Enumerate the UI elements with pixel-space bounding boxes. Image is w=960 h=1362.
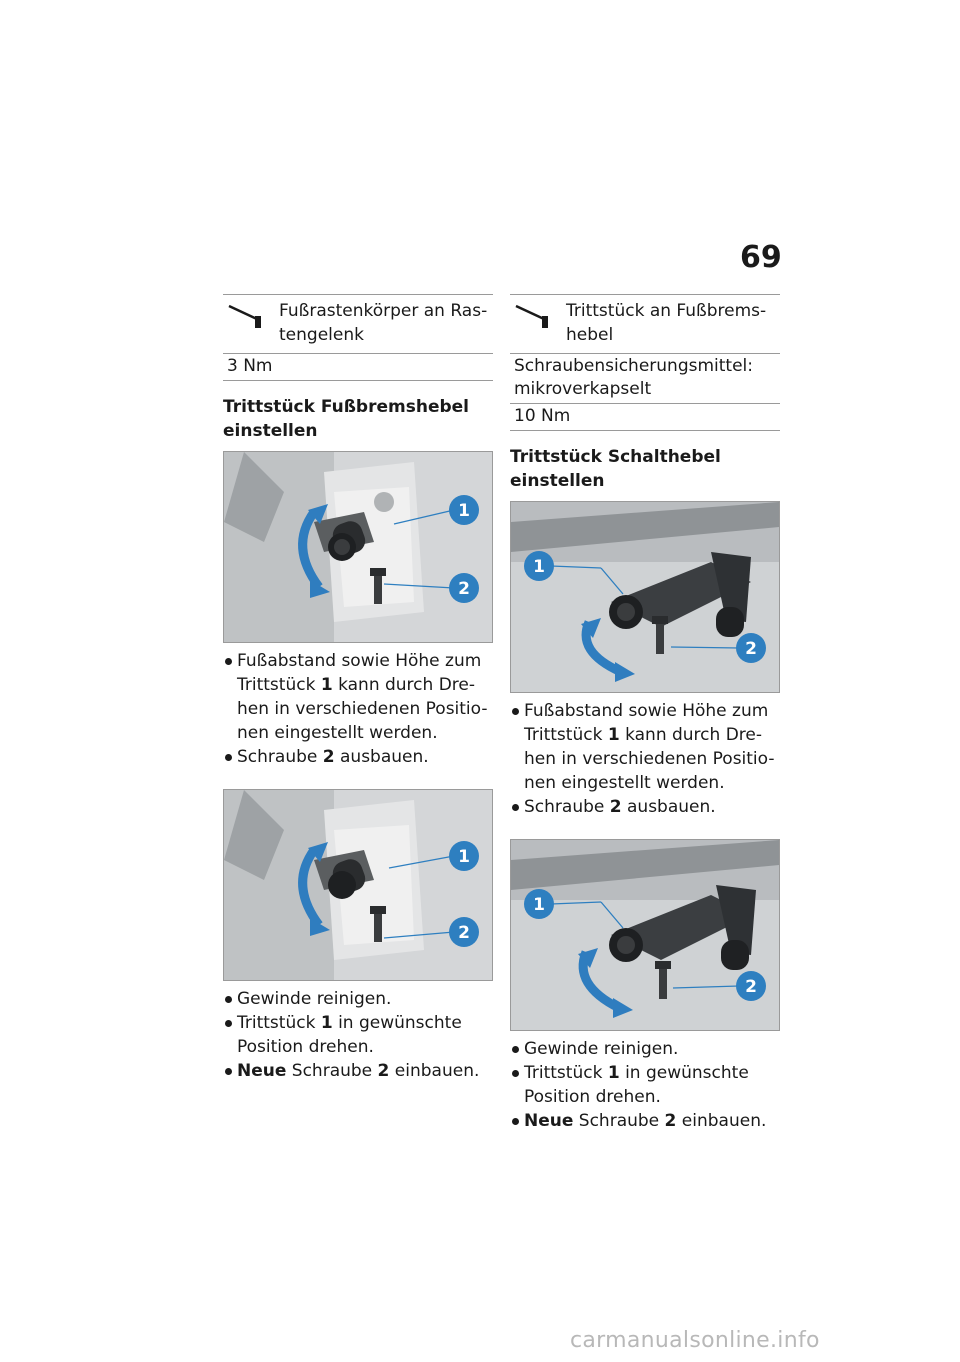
instruction-list [510,1037,780,1133]
torque-spec-header [223,295,493,354]
torque-wrench-icon [227,303,269,329]
list-item: Fußabstand sowie Höhe zum Trittstück 1 kann durch Dre- [223,649,493,697]
torque-spec-table [223,294,493,381]
callout-1-label: 1 [458,847,470,867]
callout-2-label: 2 [458,923,470,943]
figure-footpeg-brake-2 [223,789,493,981]
torque-value: 3 Nm [227,356,273,376]
torque-label: Trittstück an Fußbrems- hebel [566,301,767,345]
torque-spec-table [510,294,780,431]
section-heading: Trittstück Schalthebel einstellen [510,447,721,491]
instruction-list [223,649,493,769]
list-item: hen in verschiedenen Positio- [237,699,488,719]
figure-footpeg-brake-1 [223,451,493,643]
callout-1-label: 1 [533,557,545,577]
list-item: Trittstück 1 in gewünschte [510,1061,780,1085]
watermark: carmanualsonline.info [570,1328,820,1353]
callout-2-label: 2 [458,579,470,599]
list-item: Trittstück 1 in gewünschte [223,1011,493,1035]
figure-shift-lever-2 [510,839,780,1031]
callout-2-label: 2 [745,977,757,997]
list-item: Position drehen. [524,1087,661,1107]
callout-2-label: 2 [745,639,757,659]
list-item: nen eingestellt werden. [237,723,438,743]
list-item: Neue Schraube 2 einbauen. [510,1109,780,1133]
threadlocker-spec: Schraubensicherungsmittel: mikroverkapselt [510,354,780,404]
list-item: nen eingestellt werden. [524,773,725,793]
instruction-list [223,987,493,1083]
list-item: Gewinde reinigen. [223,987,493,1011]
torque-value: 10 Nm [514,406,571,426]
callout-1-label: 1 [533,895,545,915]
section-heading: Trittstück Fußbremshebel einstellen [223,397,470,441]
torque-wrench-icon [514,303,556,329]
instruction-list [510,699,780,819]
list-item: Schraube 2 ausbauen. [223,745,493,769]
callout-1-label: 1 [458,501,470,521]
torque-spec-header [510,295,780,354]
list-item: hen in verschiedenen Positio- [524,749,775,769]
list-item: Position drehen. [237,1037,374,1057]
right-column [510,294,780,1141]
figure-shift-lever-1 [510,501,780,693]
page-number: 69 [740,240,782,275]
list-item: Fußabstand sowie Höhe zum Trittstück 1 kann durch Dre- [510,699,780,747]
torque-label: Fußrastenkörper an Ras- tengelenk [279,301,488,345]
left-column [223,294,493,1091]
list-item: Neue Schraube 2 einbauen. [223,1059,493,1083]
list-item: Schraube 2 ausbauen. [510,795,780,819]
list-item: Gewinde reinigen. [510,1037,780,1061]
